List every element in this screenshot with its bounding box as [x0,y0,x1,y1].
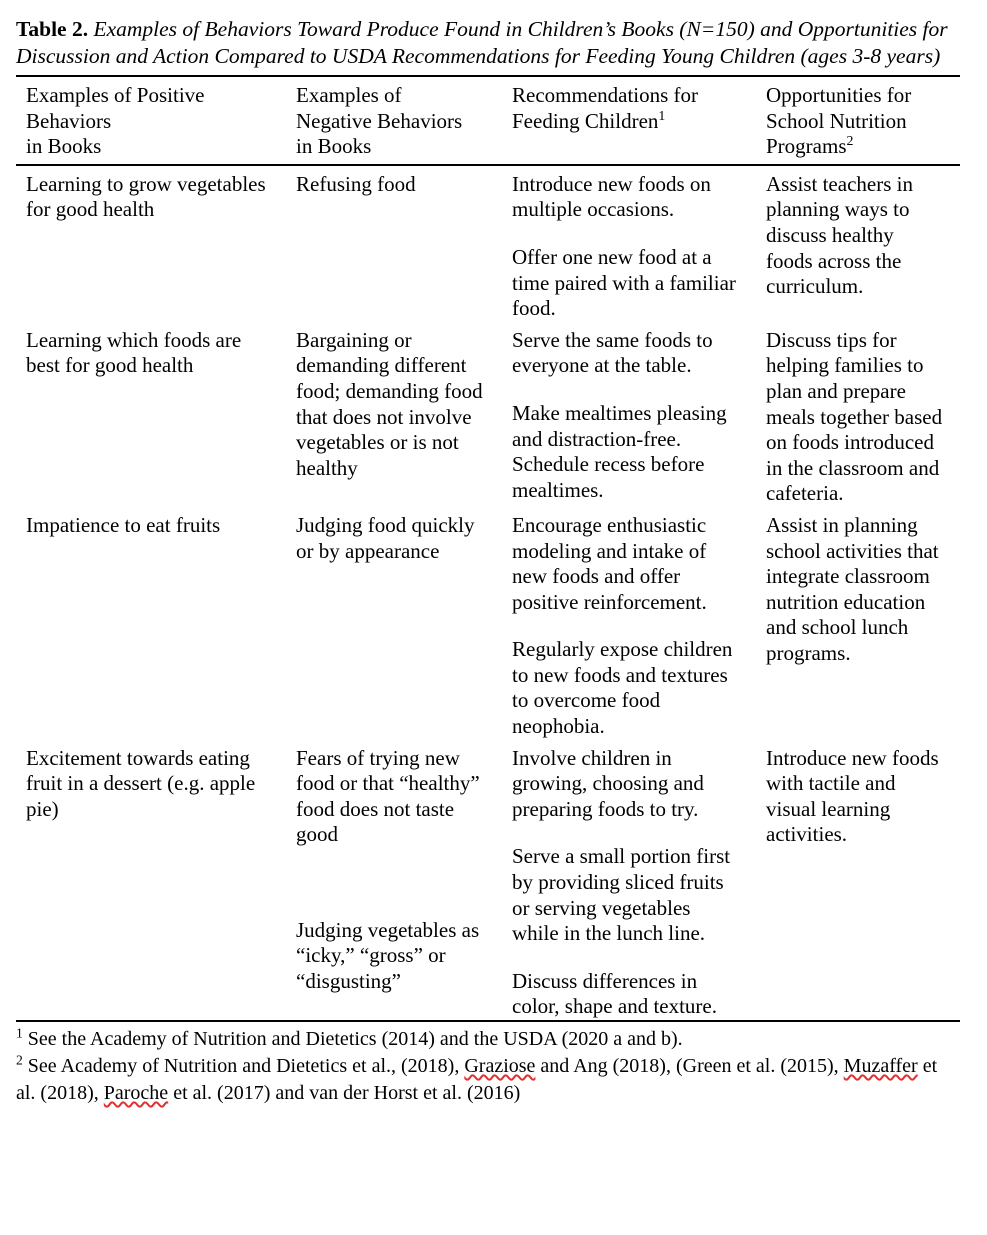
cell-paragraph: Fears of trying new food or that “healthy” food does not taste good [296,745,480,847]
cell-paragraph: Discuss differences in color, shape and texture. [512,968,717,1019]
cell-paragraph: Judging vegetables as “icky,” “gross” or “disgusting” [296,917,480,993]
misspelled-word: Graziose [464,1055,536,1077]
cell-paragraph: Introduce new foods on multiple occasions. [512,171,711,222]
cell-paragraph: Refusing food [296,171,416,196]
cell-paragraph: Regularly expose children to new foods and textures to overcome food neophobia. [512,637,733,739]
cell-paragraph: Learning to grow vegetables for good health [26,171,266,222]
footnote-text: See the Academy of Nutrition and Dietetics (2014) and the USDA (2020 a and b). [27,1028,683,1050]
cell-paragraph: Encourage enthusiastic modeling and intake of new foods and offer positive reinforcement. [512,512,707,614]
footnote [16,1026,960,1053]
table-row [16,740,960,1020]
footnote-ref-1: 1 [658,107,666,123]
behaviors-table-body [16,166,960,1020]
footnote-text: et al. (2018), [16,1055,938,1104]
table-caption [16,0,960,69]
cell-paragraph: Impatience to eat fruits [26,512,221,537]
behaviors-table [16,77,960,164]
cell-negative-behaviors [286,322,502,507]
cell-paragraph: Excitement towards eating fruit in a dessert (e.g. apple pie) [26,745,256,821]
cell-recommendations [502,507,756,740]
cell-opportunities [756,507,960,740]
column-header-recommendations: Recommendations for Feeding Children$^1$ [512,83,699,133]
footnote-text: See Academy of Nutrition and Dietetics et al., (2018), [27,1055,465,1077]
table-row [16,166,960,322]
misspelled-word: Paroche [103,1082,169,1104]
cell-negative-behaviors [286,166,502,322]
cell-paragraph: Introduce new foods with tactile and visual learning activities. [766,745,939,847]
cell-negative-behaviors [286,740,502,1020]
cell-opportunities [756,166,960,322]
table-row [16,322,960,507]
column-header-opportunities: Opportunities for School Nutrition Programs$^2$ [766,83,912,159]
table-footnotes [16,1022,960,1107]
cell-paragraph: Judging food quickly or by appearance [296,512,475,563]
cell-positive-behaviors [16,166,286,322]
cell-recommendations [502,740,756,1020]
footnote-ref-2: 2 [846,133,854,149]
cell-recommendations [502,322,756,507]
cell-paragraph: Make mealtimes pleasing and distraction-free. Schedule recess before mealtimes. [512,400,727,502]
table-body [16,166,960,1020]
table-row [16,507,960,740]
cell-negative-behaviors [286,507,502,740]
footnote-marker: 1 [16,1025,23,1041]
footnote-text: et al. (2017) and van der Horst et al. (2016) [168,1082,521,1104]
footnote [16,1053,960,1107]
footnote-text: and Ang (2018), (Green et al. (2015), [535,1055,844,1077]
cell-paragraph: Learning which foods are best for good health [26,327,242,378]
cell-recommendations [502,166,756,322]
cell-positive-behaviors [16,740,286,1020]
cell-paragraph: Bargaining or demanding different food; demanding food that does not involve vegetables or is not healthy [296,327,483,480]
cell-paragraph: Offer one new food at a time paired with a familiar food. [512,244,736,321]
table-caption-text: Examples of Behaviors Toward Produce Found in Children’s Books (N=150) and Opportunities for Discussion and Action Compared to USDA Recommendations for Feeding Young Children (ages 3-8 years) [16,17,948,68]
cell-positive-behaviors [16,322,286,507]
footnote-marker: 2 [16,1052,23,1068]
column-header-positive-behaviors: Examples of Positive Behaviors in Books [26,83,205,159]
misspelled-word: Muzaffer [843,1055,918,1077]
cell-paragraph: Discuss tips for helping families to plan and prepare meals together based on foods introduced in the classroom and cafeteria. [766,327,943,506]
cell-opportunities [756,322,960,507]
column-header-negative-behaviors: Examples of Negative Behaviors in Books [296,83,463,159]
cell-paragraph: Involve children in growing, choosing and preparing foods to try. [512,745,704,821]
cell-opportunities [756,740,960,1020]
table-header-row [16,77,960,164]
table-caption-label: Table 2. [16,17,89,41]
cell-paragraph: Serve a small portion first by providing sliced fruits or serving vegetables while in the lunch line. [512,844,731,946]
cell-paragraph: Serve the same foods to everyone at the table. [512,327,713,378]
cell-paragraph: Assist in planning school activities that integrate classroom nutrition education and school lunch programs. [766,512,939,665]
cell-positive-behaviors [16,507,286,740]
cell-paragraph: Assist teachers in planning ways to discuss healthy foods across the curriculum. [766,171,913,299]
